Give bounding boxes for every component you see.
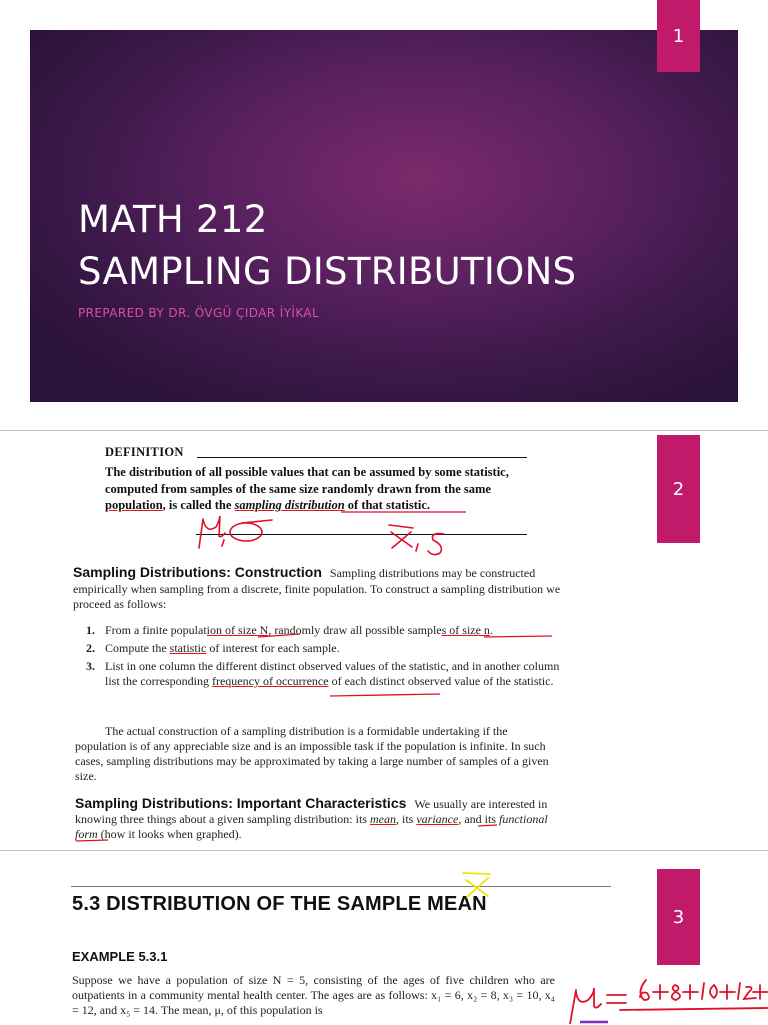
- list-item: 1. From a finite population of size N, randomly draw all possible samples of size n.: [86, 623, 493, 637]
- example-heading: EXAMPLE 5.3.1: [72, 949, 168, 964]
- sampling-distribution-term: sampling distribution: [234, 498, 345, 512]
- author-subtitle: PREPARED BY DR. ÖVGÜ ÇIDAR İYİKAL: [78, 306, 320, 320]
- steps-list: [86, 623, 568, 692]
- divider: [71, 886, 611, 887]
- sample-mean-slide: [0, 850, 768, 1025]
- course-title: MATH 212: [78, 198, 268, 241]
- list-item: 3. List in one column the different distinct observed values of the statistic, and in another column list the corresponding frequency of occurrence of each distinct observed value of the statistic.: [86, 659, 560, 688]
- population-term: population: [105, 498, 163, 512]
- example-text: Suppose we have a population of size N = 5, consisting of the ages of five children who are outpatients in a community mental health center. The ages are as follows: x₁ = 6, x₂ = 8, x₃ = 10, x₄ = 12, and x₅ = 14. The mean, μ, of this population is: [72, 973, 555, 1017]
- list-item: 2. Compute the statistic of interest for each sample.: [86, 641, 340, 655]
- divider: [197, 457, 527, 458]
- characteristics-paragraph: Sampling Distributions: Important Characteristics We usually are interested in knowing three things about a given sampling distribution: its mean, its variance, and its functional form (how it looks when graphed).: [75, 795, 548, 841]
- construction-heading: Sampling Distributions: Construction: [73, 564, 322, 580]
- title-slide: [0, 0, 768, 430]
- definition-text: The distribution of all possible values that can be assumed by some statistic, computed from samples of the same size randomly drawn from the same population, is called the sampling distribution of that statistic.: [105, 465, 509, 512]
- page-number-badge: 3: [657, 869, 700, 965]
- page-number-badge: 1: [657, 0, 700, 72]
- definition-slide: [0, 430, 768, 851]
- divider: [196, 534, 527, 535]
- construction-note: The actual construction of a sampling distribution is a formidable undertaking if the population is of any appreciable size and is an impossible task if the population is infinite. In such cases, sampling distributions may be approximated by taking a large number of samples of a given size.: [75, 724, 549, 783]
- section-heading: 5.3 DISTRIBUTION OF THE SAMPLE MEAN: [72, 893, 487, 915]
- title-background: [30, 30, 738, 402]
- characteristics-heading: Sampling Distributions: Important Characteristics: [75, 795, 407, 811]
- page-number-badge: 2: [657, 435, 700, 543]
- construction-paragraph: Sampling Distributions: Construction Sampling distributions may be constructed empirically when sampling from a discrete, finite population. To construct a sampling distribution we proceed as follows:: [73, 564, 561, 611]
- definition-heading: DEFINITION: [105, 445, 184, 459]
- lecture-title: SAMPLING DISTRIBUTIONS: [78, 250, 577, 293]
